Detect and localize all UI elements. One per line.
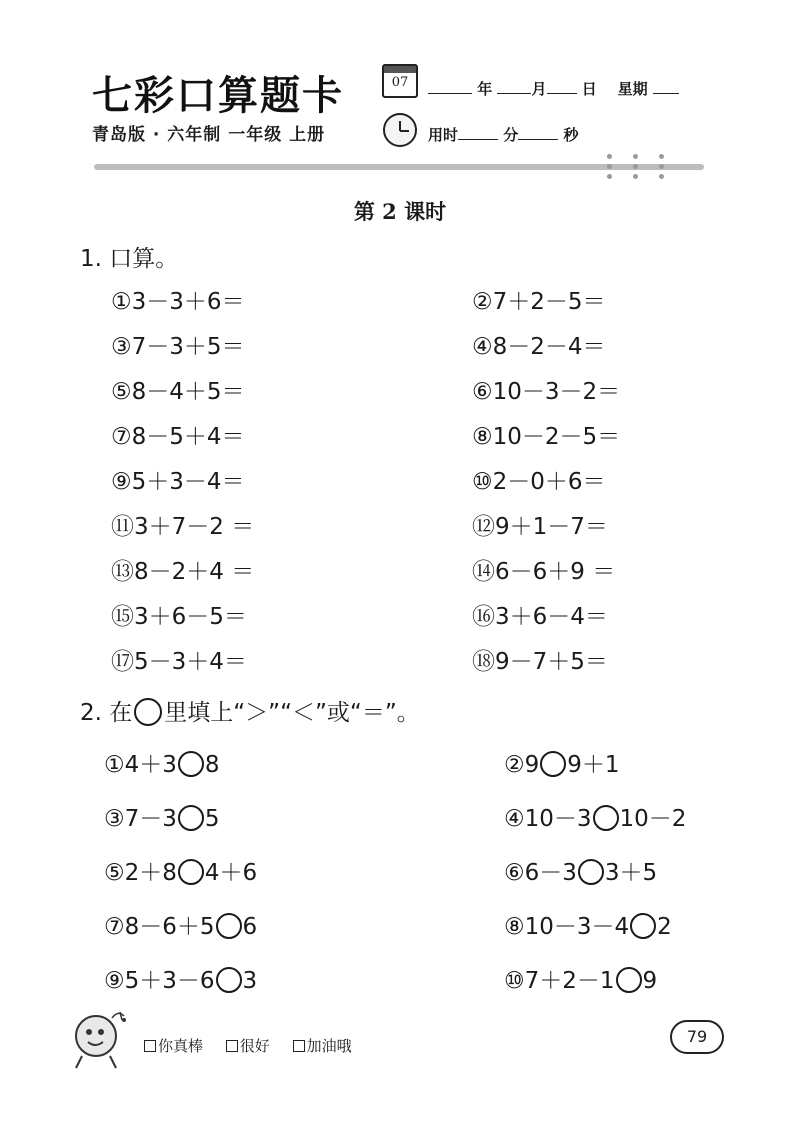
calendar-date-text: 07 (391, 75, 409, 90)
problem-expression: 9－7＋5＝ (495, 649, 608, 675)
minutes-blank[interactable] (458, 125, 498, 140)
compare-problem (504, 800, 686, 833)
left-expression: 6－3 (524, 860, 577, 886)
problem-number: ② (472, 289, 493, 315)
left-expression: 5＋3－6 (124, 968, 215, 994)
problem-expression: 5＋3－4＝ (131, 469, 245, 495)
problem-number: ④ (472, 334, 493, 360)
problem-number: ⑮ (111, 604, 134, 630)
left-expression: 9 (524, 752, 540, 778)
time-fields (428, 124, 579, 145)
section2-title-pre: 2. 在 (80, 700, 133, 726)
rating-option-good[interactable] (226, 1035, 270, 1056)
problem-number: ⑥ (504, 860, 525, 886)
right-expression: 9＋1 (567, 752, 620, 778)
problem-expression: 9＋1－7＝ (495, 514, 608, 540)
oral-calc-problem (472, 643, 608, 676)
left-expression: 2＋8 (124, 860, 177, 886)
year-label: 年 (477, 80, 493, 98)
rating-label: 加油哦 (306, 1037, 352, 1055)
answer-circle[interactable] (178, 805, 204, 831)
problem-number: ⑤ (111, 379, 132, 405)
edition-subtitle: 青岛版 · 六年制 一年级 上册 (92, 125, 326, 145)
problem-number: ③ (111, 334, 132, 360)
oral-calc-problem (111, 463, 245, 496)
problem-expression: 8－5＋4＝ (131, 424, 245, 450)
rating-option-great[interactable] (144, 1035, 203, 1056)
left-expression: 7＋2－1 (524, 968, 615, 994)
oral-calc-problem (472, 463, 606, 496)
problem-expression: 7＋2－5＝ (492, 289, 606, 315)
left-expression: 10－3 (524, 806, 592, 832)
rating-option-keep-going[interactable] (293, 1035, 352, 1056)
oral-calc-problem (472, 283, 606, 316)
oral-calc-problem (111, 643, 247, 676)
lesson-title: 第 2 课时 (353, 199, 447, 224)
right-expression: 5 (204, 806, 220, 832)
answer-circle[interactable] (216, 967, 242, 993)
header-divider (94, 164, 704, 170)
time-label: 用时 (428, 126, 459, 144)
minutes-label: 分 (503, 126, 519, 144)
answer-circle[interactable] (178, 859, 204, 885)
oral-calc-problem (472, 328, 606, 361)
problem-number: ① (104, 752, 125, 778)
answer-circle[interactable] (216, 913, 242, 939)
problem-expression: 2－0＋6＝ (492, 469, 606, 495)
oral-calc-problem (472, 373, 620, 406)
right-expression: 3＋5 (604, 860, 658, 886)
problem-number: ② (504, 752, 525, 778)
oral-calc-problem (472, 553, 615, 586)
problem-expression: 3＋6－5＝ (134, 604, 247, 630)
right-expression: 3 (242, 968, 258, 994)
checkbox-icon[interactable] (226, 1040, 238, 1052)
checkbox-icon[interactable] (293, 1040, 305, 1052)
right-expression: 10－2 (619, 806, 687, 832)
problem-expression: 10－3－2＝ (492, 379, 621, 405)
left-expression: 8－6＋5 (124, 914, 215, 940)
right-expression: 4＋6 (204, 860, 258, 886)
brand-title (92, 64, 344, 121)
seconds-label: 秒 (563, 126, 579, 144)
problem-number: ⑩ (472, 469, 493, 495)
brand-text: 七彩口算题卡 (92, 73, 344, 119)
problem-expression: 8－2－4＝ (492, 334, 606, 360)
day-label: 日 (581, 80, 597, 98)
problem-number: ⑧ (472, 424, 493, 450)
problem-expression: 8－2＋4 ＝ (134, 559, 255, 585)
compare-problem (104, 746, 220, 779)
compare-problem (104, 854, 257, 887)
problem-expression: 5－3＋4＝ (134, 649, 247, 675)
left-expression: 10－3－4 (524, 914, 630, 940)
problem-expression: 7－3＋5＝ (131, 334, 245, 360)
month-label: 月 (531, 80, 547, 98)
oral-calc-problem (472, 418, 620, 451)
compare-problem (104, 908, 257, 941)
binder-pin-icon (659, 154, 664, 180)
binder-pin-icon (607, 154, 612, 180)
problem-expression: 10－2－5＝ (492, 424, 621, 450)
right-expression: 6 (242, 914, 258, 940)
answer-circle-icon (134, 698, 162, 726)
problem-number: ⑦ (111, 424, 132, 450)
weekday-blank[interactable] (653, 79, 679, 94)
problem-number: ⑰ (111, 649, 134, 675)
page-number: 79 (670, 1020, 724, 1054)
clock-icon (383, 113, 417, 147)
date-fields (428, 78, 679, 99)
compare-problem (504, 854, 657, 887)
compare-problem (504, 908, 672, 941)
problem-number: ③ (104, 806, 125, 832)
problem-expression: 6－6＋9 ＝ (495, 559, 616, 585)
compare-problem (504, 962, 657, 995)
oral-calc-problem (111, 553, 254, 586)
problem-number: ④ (504, 806, 525, 832)
problem-expression: 3－3＋6＝ (131, 289, 245, 315)
problem-number: ⑯ (472, 604, 495, 630)
checkbox-icon[interactable] (144, 1040, 156, 1052)
answer-circle[interactable] (616, 967, 642, 993)
problem-number: ⑱ (472, 649, 495, 675)
problem-number: ⑥ (472, 379, 493, 405)
weekday-label: 星期 (617, 80, 648, 98)
oral-calc-problem (111, 283, 245, 316)
oral-calc-problem (111, 373, 245, 406)
oral-calc-problem (472, 508, 608, 541)
problem-number: ⑩ (504, 968, 525, 994)
day-blank[interactable] (547, 79, 577, 94)
oral-calc-problem (111, 418, 245, 451)
right-expression: 2 (657, 914, 672, 940)
mascot-icon (66, 1006, 132, 1076)
self-rating (144, 1035, 370, 1056)
seconds-blank[interactable] (518, 125, 558, 140)
right-expression: 9 (642, 968, 658, 994)
problem-number: ⑨ (104, 968, 125, 994)
compare-problem (104, 962, 257, 995)
problem-number: ⑬ (111, 559, 134, 585)
problem-expression: 8－4＋5＝ (131, 379, 245, 405)
section1-title: 1. 口算。 (80, 246, 179, 272)
binder-pin-icon (633, 154, 638, 180)
problem-number: ⑨ (111, 469, 132, 495)
left-expression: 7－3 (124, 806, 177, 832)
rating-label: 很好 (239, 1037, 270, 1055)
rating-label: 你真棒 (158, 1037, 204, 1055)
answer-circle[interactable] (540, 751, 566, 777)
problem-number: ⑤ (104, 860, 125, 886)
section2-title-post: 里填上“＞”“＜”或“＝”。 (164, 700, 420, 726)
problem-expression: 3＋6－4＝ (495, 604, 608, 630)
compare-problem (104, 800, 220, 833)
month-blank[interactable] (497, 79, 531, 94)
problem-number: ⑦ (104, 914, 125, 940)
problem-number: ⑫ (472, 514, 495, 540)
answer-circle[interactable] (630, 913, 656, 939)
answer-circle[interactable] (578, 859, 604, 885)
compare-problem (504, 746, 620, 779)
answer-circle[interactable] (593, 805, 619, 831)
section2-title (80, 694, 420, 727)
answer-circle[interactable] (178, 751, 204, 777)
oral-calc-problem (472, 598, 608, 631)
oral-calc-problem (111, 598, 247, 631)
right-expression: 8 (204, 752, 220, 778)
problem-number: ⑧ (504, 914, 525, 940)
oral-calc-problem (111, 508, 254, 541)
year-blank[interactable] (428, 79, 472, 94)
calendar-icon (382, 64, 418, 98)
problem-number: ⑭ (472, 559, 495, 585)
problem-number: ① (111, 289, 132, 315)
problem-expression: 3＋7－2 ＝ (134, 514, 255, 540)
left-expression: 4＋3 (124, 752, 177, 778)
oral-calc-problem (111, 328, 245, 361)
problem-number: ⑪ (111, 514, 134, 540)
